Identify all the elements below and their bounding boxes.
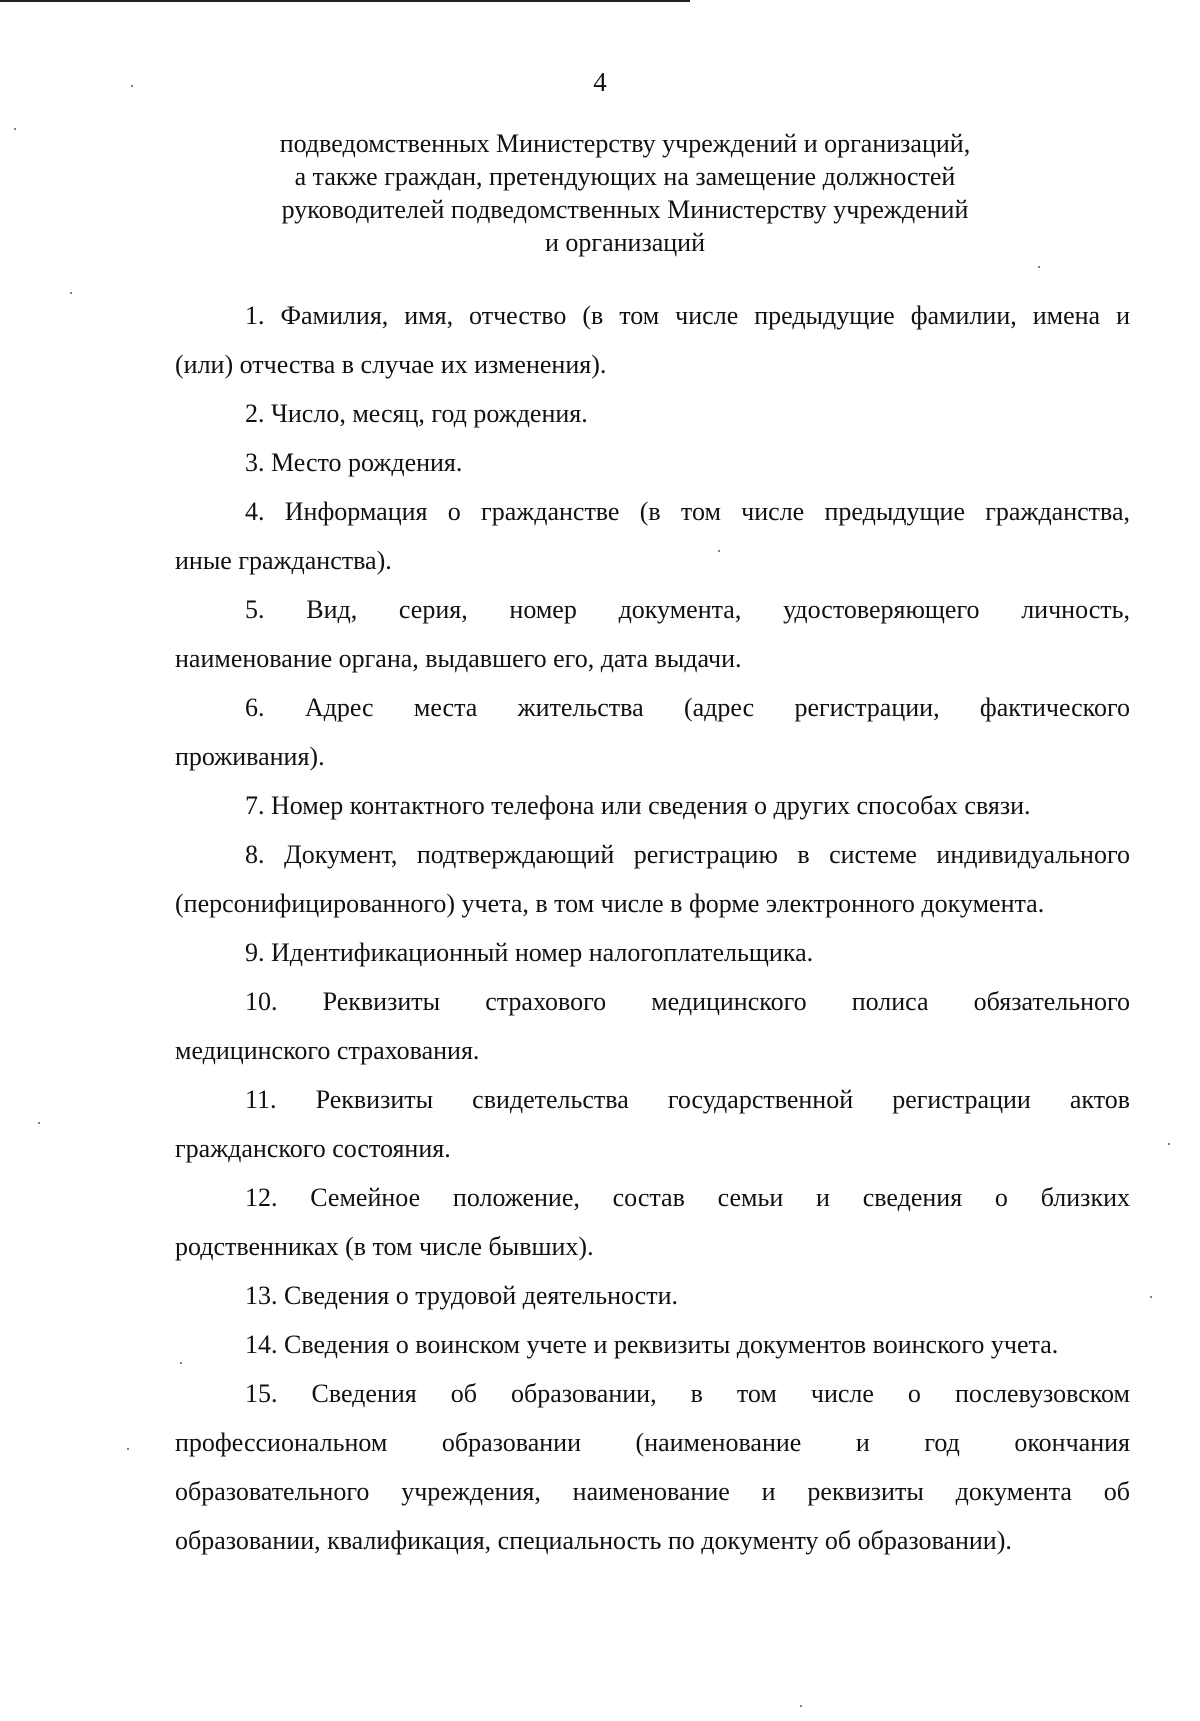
- scan-speck: [14, 128, 16, 130]
- list-item: [175, 1320, 1130, 1369]
- scan-speck: [180, 1362, 182, 1364]
- list-item-line: образовании, квалификация, специальность по документу об образовании).: [175, 1526, 1012, 1555]
- scan-speck: [70, 292, 72, 294]
- list-item-line: 3. Место рождения.: [245, 448, 463, 477]
- heading-line: подведомственных Министерству учреждений и организаций,: [279, 129, 971, 158]
- scan-speck: [38, 1122, 40, 1124]
- list-item-line: гражданского состояния.: [175, 1134, 451, 1163]
- list-item-line: родственниках (в том числе бывших).: [175, 1232, 594, 1261]
- scan-speck: [1168, 1143, 1170, 1145]
- list-item: [175, 291, 1130, 389]
- page-number: 4: [593, 67, 607, 97]
- scan-speck: [1150, 1296, 1152, 1298]
- list-item-line: 2. Число, месяц, год рождения.: [245, 399, 588, 428]
- scan-speck: [800, 1705, 802, 1707]
- document-heading: [200, 127, 1050, 259]
- list-item-line: 10. Реквизиты страхового медицинского полиса обязательного: [245, 987, 1130, 1016]
- list-item-line: иные гражданства).: [175, 546, 392, 575]
- scan-speck: [127, 1448, 129, 1450]
- list-item-line: 4. Информация о гражданстве (в том числе предыдущие гражданства,: [245, 497, 1130, 526]
- list-item-line: 11. Реквизиты свидетельства государственной регистрации актов: [245, 1085, 1130, 1114]
- list-item-line: образовательного учреждения, наименование и реквизиты документа об: [175, 1477, 1130, 1506]
- list-item-line: 1. Фамилия, имя, отчество (в том числе предыдущие фамилии, имена и: [245, 301, 1130, 330]
- list-item-line: 7. Номер контактного телефона или сведения о других способах связи.: [245, 791, 1031, 820]
- heading-line: руководителей подведомственных Министерству учреждений: [281, 195, 969, 224]
- list-item-line: проживания).: [175, 742, 325, 771]
- list-item-line: 12. Семейное положение, состав семьи и сведения о близких: [245, 1183, 1130, 1212]
- list-item: [175, 487, 1130, 585]
- scan-speck: [1038, 266, 1040, 268]
- list-item-line: 5. Вид, серия, номер документа, удостоверяющего личность,: [245, 595, 1130, 624]
- list-item: [175, 977, 1130, 1075]
- list-item-line: 8. Документ, подтверждающий регистрацию в системе индивидуального: [245, 840, 1130, 869]
- list-item-line: наименование органа, выдавшего его, дата выдачи.: [175, 644, 742, 673]
- list-item: [175, 1369, 1130, 1565]
- scan-top-rule: [0, 0, 690, 2]
- scan-speck: [718, 550, 720, 552]
- list-item-line: 9. Идентификационный номер налогоплательщика.: [245, 938, 814, 967]
- list-item-line: 6. Адрес места жительства (адрес регистрации, фактического: [245, 693, 1130, 722]
- list-item-line: 15. Сведения об образовании, в том числе о послевузовском: [245, 1379, 1130, 1408]
- list-item-line: 13. Сведения о трудовой деятельности.: [245, 1281, 678, 1310]
- list-item: [175, 830, 1130, 928]
- list-item: [175, 1075, 1130, 1173]
- list-item: [175, 1173, 1130, 1271]
- heading-line: а также граждан, претендующих на замещение должностей: [294, 162, 956, 191]
- list-item: [175, 438, 1130, 487]
- list-item: [175, 781, 1130, 830]
- list-item-line: (или) отчества в случае их изменения).: [175, 350, 607, 379]
- list-item-line: профессиональном образовании (наименование и год окончания: [175, 1428, 1130, 1457]
- list-item-line: 14. Сведения о воинском учете и реквизиты документов воинского учета.: [245, 1330, 1059, 1359]
- list-item: [175, 585, 1130, 683]
- list-item: [175, 1271, 1130, 1320]
- list-item: [175, 683, 1130, 781]
- scan-speck: [131, 85, 133, 87]
- list-item: [175, 389, 1130, 438]
- list-item: [175, 928, 1130, 977]
- list-item-line: (персонифицированного) учета, в том числе в форме электронного документа.: [175, 889, 1045, 918]
- heading-line: и организаций: [545, 228, 705, 257]
- item-list: [175, 291, 1130, 1565]
- list-item-line: медицинского страхования.: [175, 1036, 480, 1065]
